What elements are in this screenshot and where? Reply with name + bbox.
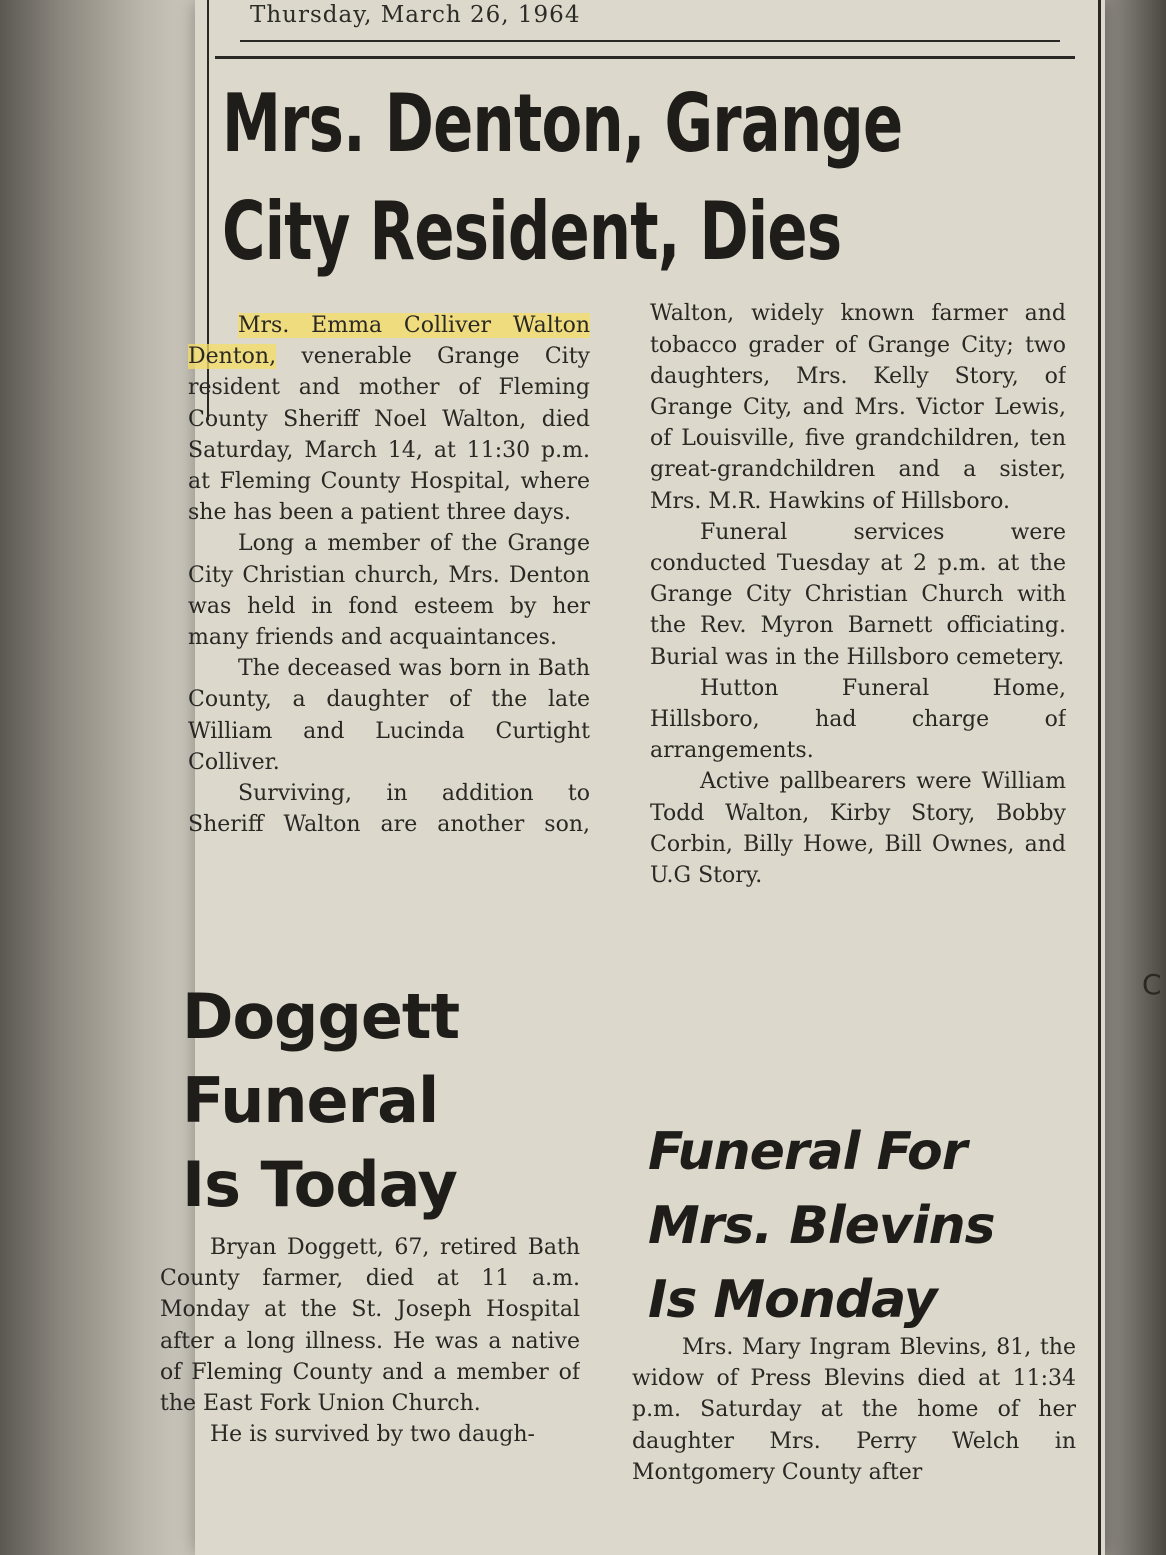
doggett-headline <box>182 975 459 1227</box>
blevins-headline <box>648 1115 995 1337</box>
doggett-paragraph-1: Bryan Doggett, 67, retired Bath County farmer, died at 11 a.m. Monday at the St. Joseph Hospital after a long illness. He was a native of Fleming County and a member of the East Fork Union Church. <box>160 1235 580 1417</box>
headline <box>222 70 903 286</box>
adjacent-column-letter: C <box>1142 968 1162 1001</box>
doggett-headline-line-1: Doggett <box>182 980 460 1053</box>
headline-line-2: City Resident, Dies <box>222 185 842 278</box>
denton-paragraph-5: Funeral services were conducted Tuesday at 2 p.m. at the Grange City Christian Church with the Rev. Myron Barnett officiating. Burial was in the Hillsboro cemetery. <box>650 519 1066 670</box>
column-border-right <box>1098 0 1101 1555</box>
denton-paragraph-7: Active pallbearers were William Todd Walton, Kirby Story, Bobby Corbin, Billy Howe, Bill Ownes, and U.G Story. <box>650 769 1066 889</box>
highlighted-name: Mrs. Emma Colliver Walton Denton, <box>188 313 590 370</box>
denton-paragraph-1-text: venerable Grange City resident and mother of Fleming County Sheriff Noel Walton, died Saturday, March 14, at 11:30 p.m. at Fleming County Hospital, where she has been a patient three days. <box>188 344 590 526</box>
blevins-headline-line-3: Is Monday <box>648 1270 937 1330</box>
denton-article-left-column <box>188 310 590 840</box>
denton-paragraph-1 <box>188 310 590 528</box>
doggett-paragraph-2: He is survived by two daugh- <box>210 1422 535 1448</box>
denton-paragraph-4: Surviving, in addition to Sheriff Walton are another son, <box>188 781 590 838</box>
denton-paragraph-3: The deceased was born in Bath County, a daughter of the late William and Lucinda Curtight Colliver. <box>188 656 590 775</box>
denton-article-right-column <box>650 298 1066 1078</box>
dateline: Thursday, March 26, 1964 <box>250 2 581 28</box>
doggett-article-body <box>160 1232 580 1555</box>
denton-paragraph-4-continued: Walton, widely known farmer and tobacco grader of Grange City; two daughters, Mrs. Kelly Story, of Grange City, and Mrs. Victor Lewis, of Louisville, five grandchildren, ten great-grandchildren and a sister, Mrs. M.R. Hawkins of Hillsboro. <box>650 301 1066 514</box>
blevins-headline-line-1: Funeral For <box>648 1122 967 1182</box>
headline-line-1: Mrs. Denton, Grange <box>222 77 903 170</box>
doggett-headline-line-3: Is Today <box>182 1148 457 1221</box>
blevins-headline-line-2: Mrs. Blevins <box>648 1196 995 1256</box>
top-rule <box>215 56 1075 59</box>
doggett-headline-line-2: Funeral <box>182 1064 439 1137</box>
denton-paragraph-6: Hutton Funeral Home, Hillsboro, had charge of arrangements. <box>650 675 1066 764</box>
top-thin-rule <box>240 40 1060 42</box>
blevins-paragraph-1: Mrs. Mary Ingram Blevins, 81, the widow of Press Blevins died at 11:34 p.m. Saturday at the home of her daughter Mrs. Perry Welch in Montgomery County after <box>632 1335 1076 1485</box>
blevins-article-body <box>632 1332 1076 1555</box>
denton-paragraph-2: Long a member of the Grange City Christian church, Mrs. Denton was held in fond esteem by her many friends and acquaintances. <box>188 531 590 651</box>
